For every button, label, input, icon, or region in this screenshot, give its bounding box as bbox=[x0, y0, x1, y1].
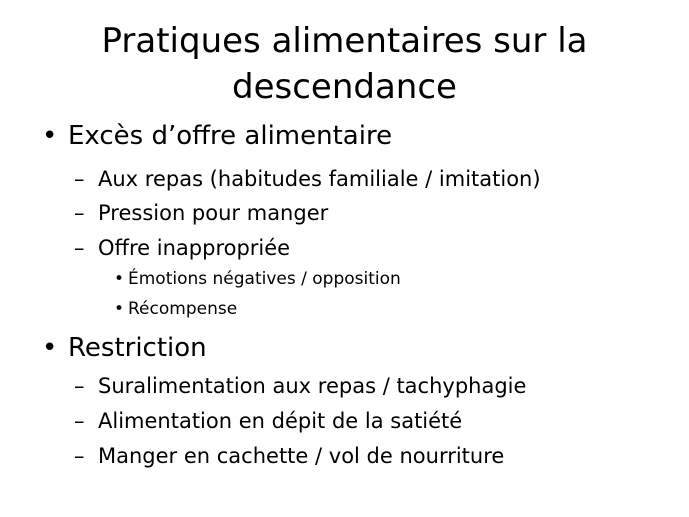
dash-marker: – bbox=[74, 167, 85, 191]
dash-marker: – bbox=[74, 236, 85, 260]
sub-sub-item-text: Émotions négatives / opposition bbox=[128, 269, 401, 289]
bullet-text: Restriction bbox=[68, 333, 207, 363]
sub-item-text: Suralimentation aux repas / tachyphagie bbox=[98, 374, 527, 398]
bullet-text: Excès d’offre alimentaire bbox=[68, 121, 393, 151]
dash-marker: – bbox=[74, 444, 85, 468]
slide-title bbox=[0, 18, 689, 110]
sub-item-text: Aux repas (habitudes familiale / imitation) bbox=[98, 167, 541, 191]
bullet-marker: • bbox=[42, 121, 58, 151]
slide-title-line-1: Pratiques alimentaires sur la bbox=[101, 21, 588, 61]
sub-item-text: Alimentation en dépit de la satiété bbox=[98, 409, 463, 433]
bullet-marker: • bbox=[42, 333, 58, 363]
dash-marker: – bbox=[74, 409, 85, 433]
dash-marker: – bbox=[74, 374, 85, 398]
bullet-marker: • bbox=[114, 299, 125, 319]
sub-item-text: Pression pour manger bbox=[98, 201, 329, 225]
sub-sub-item-text: Récompense bbox=[128, 299, 238, 319]
sub-item-text: Offre inappropriée bbox=[98, 236, 291, 260]
slide-title-line-2: descendance bbox=[232, 67, 457, 107]
bullet-marker: • bbox=[114, 269, 125, 289]
dash-marker: – bbox=[74, 201, 85, 225]
sub-item-text: Manger en cachette / vol de nourriture bbox=[98, 444, 505, 468]
